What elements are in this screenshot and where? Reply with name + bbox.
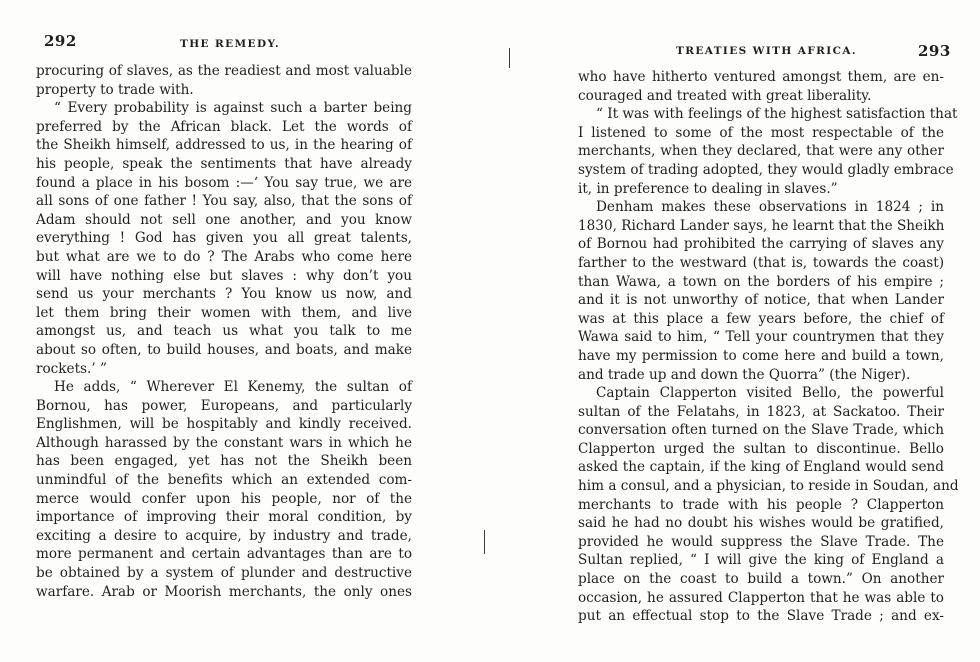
page-number-right: 293 bbox=[918, 42, 951, 60]
text-line: will have nothing else but slaves : why don’t you bbox=[36, 267, 412, 284]
text-line: than Wawa, a town on the borders of his empire ; bbox=[578, 273, 944, 290]
text-line: it, in preference to dealing in slaves.” bbox=[578, 180, 838, 197]
running-head-left: THE REMEDY. bbox=[180, 38, 281, 50]
text-line: be obtained by a system of plunder and destructive bbox=[36, 565, 412, 582]
text-line: Englishmen, will be hospitably and kindly received. bbox=[36, 416, 412, 433]
text-line: system of trading adopted, they would gladly embrace bbox=[578, 161, 954, 178]
text-line: exciting a desire to acquire, by industry and trade, bbox=[36, 527, 412, 544]
text-line: found a place in his bosom :—‘ You say true, we are bbox=[36, 174, 412, 191]
text-line: preferred by the African black. Let the words of bbox=[36, 118, 412, 135]
text-line: He adds, “ Wherever El Kenemy, the sultan of bbox=[54, 379, 412, 396]
text-line: all sons of one father ! You say, also, that the sons of bbox=[36, 193, 412, 210]
running-head-right: TREATIES WITH AFRICA. bbox=[676, 45, 857, 57]
text-line: “ Every probability is against such a barter being bbox=[54, 100, 412, 117]
text-line: have my permission to come here and build a town, bbox=[578, 347, 944, 364]
text-line: importance of improving their moral condition, by bbox=[36, 509, 412, 526]
text-line: said he had no doubt his wishes would be gratified, bbox=[578, 515, 944, 532]
text-line: let them bring their women with them, and live bbox=[36, 304, 412, 321]
text-line: sultan of the Felatahs, in 1823, at Sackatoo. Their bbox=[578, 403, 944, 420]
text-line: conversation often turned on the Slave Trade, which bbox=[578, 422, 944, 439]
text-line: rockets.’ ” bbox=[36, 360, 107, 377]
text-line: of Bornou had prohibited the carrying of slaves any bbox=[578, 236, 944, 253]
text-line: put an effectual stop to the Slave Trade ; and ex- bbox=[578, 608, 944, 625]
text-line: Captain Clapperton visited Bello, the powerful bbox=[596, 385, 944, 402]
text-line: has been engaged, yet has not the Sheikh been bbox=[36, 453, 412, 470]
text-line: merchants to trade with his people ? Clapperton bbox=[578, 496, 944, 513]
left-page-body-text bbox=[36, 62, 412, 601]
text-line: provided he would suppress the Slave Trade. The bbox=[578, 533, 944, 550]
text-line: I listened to some of the most respectable of the bbox=[578, 124, 944, 141]
text-line: Denham makes these observations in 1824 ; in bbox=[596, 199, 944, 216]
page-number-left: 292 bbox=[44, 32, 77, 50]
text-line: Bornou, has power, Europeans, and particularly bbox=[36, 397, 412, 414]
text-line: warfare. Arab or Moorish merchants, the only ones bbox=[36, 583, 412, 600]
text-line: Adam should not sell one another, and you know bbox=[36, 211, 412, 228]
gutter-mark-bottom bbox=[484, 530, 485, 554]
text-line: merchants, when they declared, that were any other bbox=[578, 143, 944, 160]
text-line: Clapperton urged the sultan to discontinue. Bello bbox=[578, 440, 944, 457]
text-line: Wawa said to him, “ Tell your countrymen that they bbox=[578, 329, 944, 346]
text-line: “ It was with feelings of the highest satisfaction that bbox=[596, 106, 958, 123]
right-page bbox=[490, 0, 980, 662]
right-page-body-text bbox=[578, 68, 959, 626]
text-line: the Sheikh himself, addressed to us, in the hearing of bbox=[36, 137, 412, 154]
text-line: asked the captain, if the king of England would send bbox=[578, 459, 944, 476]
text-line: Although harassed by the constant wars in which he bbox=[36, 434, 412, 451]
text-line: occasion, he assured Clapperton that he was able to bbox=[578, 589, 944, 606]
text-line: property to trade with. bbox=[36, 81, 194, 98]
text-line: procuring of slaves, as the readiest and most valuable bbox=[36, 63, 412, 79]
text-line: 1830, Richard Lander says, he learnt that the Sheikh bbox=[578, 217, 945, 234]
text-line: more permanent and certain advantages than are to bbox=[36, 546, 412, 563]
text-line: place on the coast to build a town.” On another bbox=[578, 571, 944, 588]
text-line: was at this place a few years before, the chief of bbox=[578, 310, 944, 327]
text-line: his people, speak the sentiments that have already bbox=[36, 155, 412, 172]
text-line: about so often, to build houses, and boats, and make bbox=[36, 341, 412, 358]
text-line: him a consul, and a physician, to reside in Soudan, and bbox=[578, 478, 959, 495]
text-line: but what are we to do ? The Arabs who come here bbox=[36, 248, 412, 265]
text-line: merce would confer upon his people, nor of the bbox=[36, 490, 412, 507]
text-line: amongst us, and teach us what you talk to me bbox=[36, 323, 412, 340]
text-line: send us your merchants ? You know us now, and bbox=[36, 286, 412, 303]
text-line: farther to the westward (that is, towards the coast) bbox=[578, 254, 944, 271]
text-line: Sultan replied, “ I will give the king of England a bbox=[578, 552, 944, 569]
text-line: everything ! God has given you all great talents, bbox=[36, 230, 412, 247]
text-line: couraged and treated with great liberality. bbox=[578, 87, 872, 104]
text-line: and trade up and down the Quorra” (the Niger). bbox=[578, 366, 911, 383]
text-line: and it is not unworthy of notice, that when Lander bbox=[578, 292, 944, 309]
text-line: who have hitherto ventured amongst them, are en- bbox=[578, 69, 944, 85]
text-line: unmindful of the benefits which an extended com- bbox=[36, 472, 412, 489]
